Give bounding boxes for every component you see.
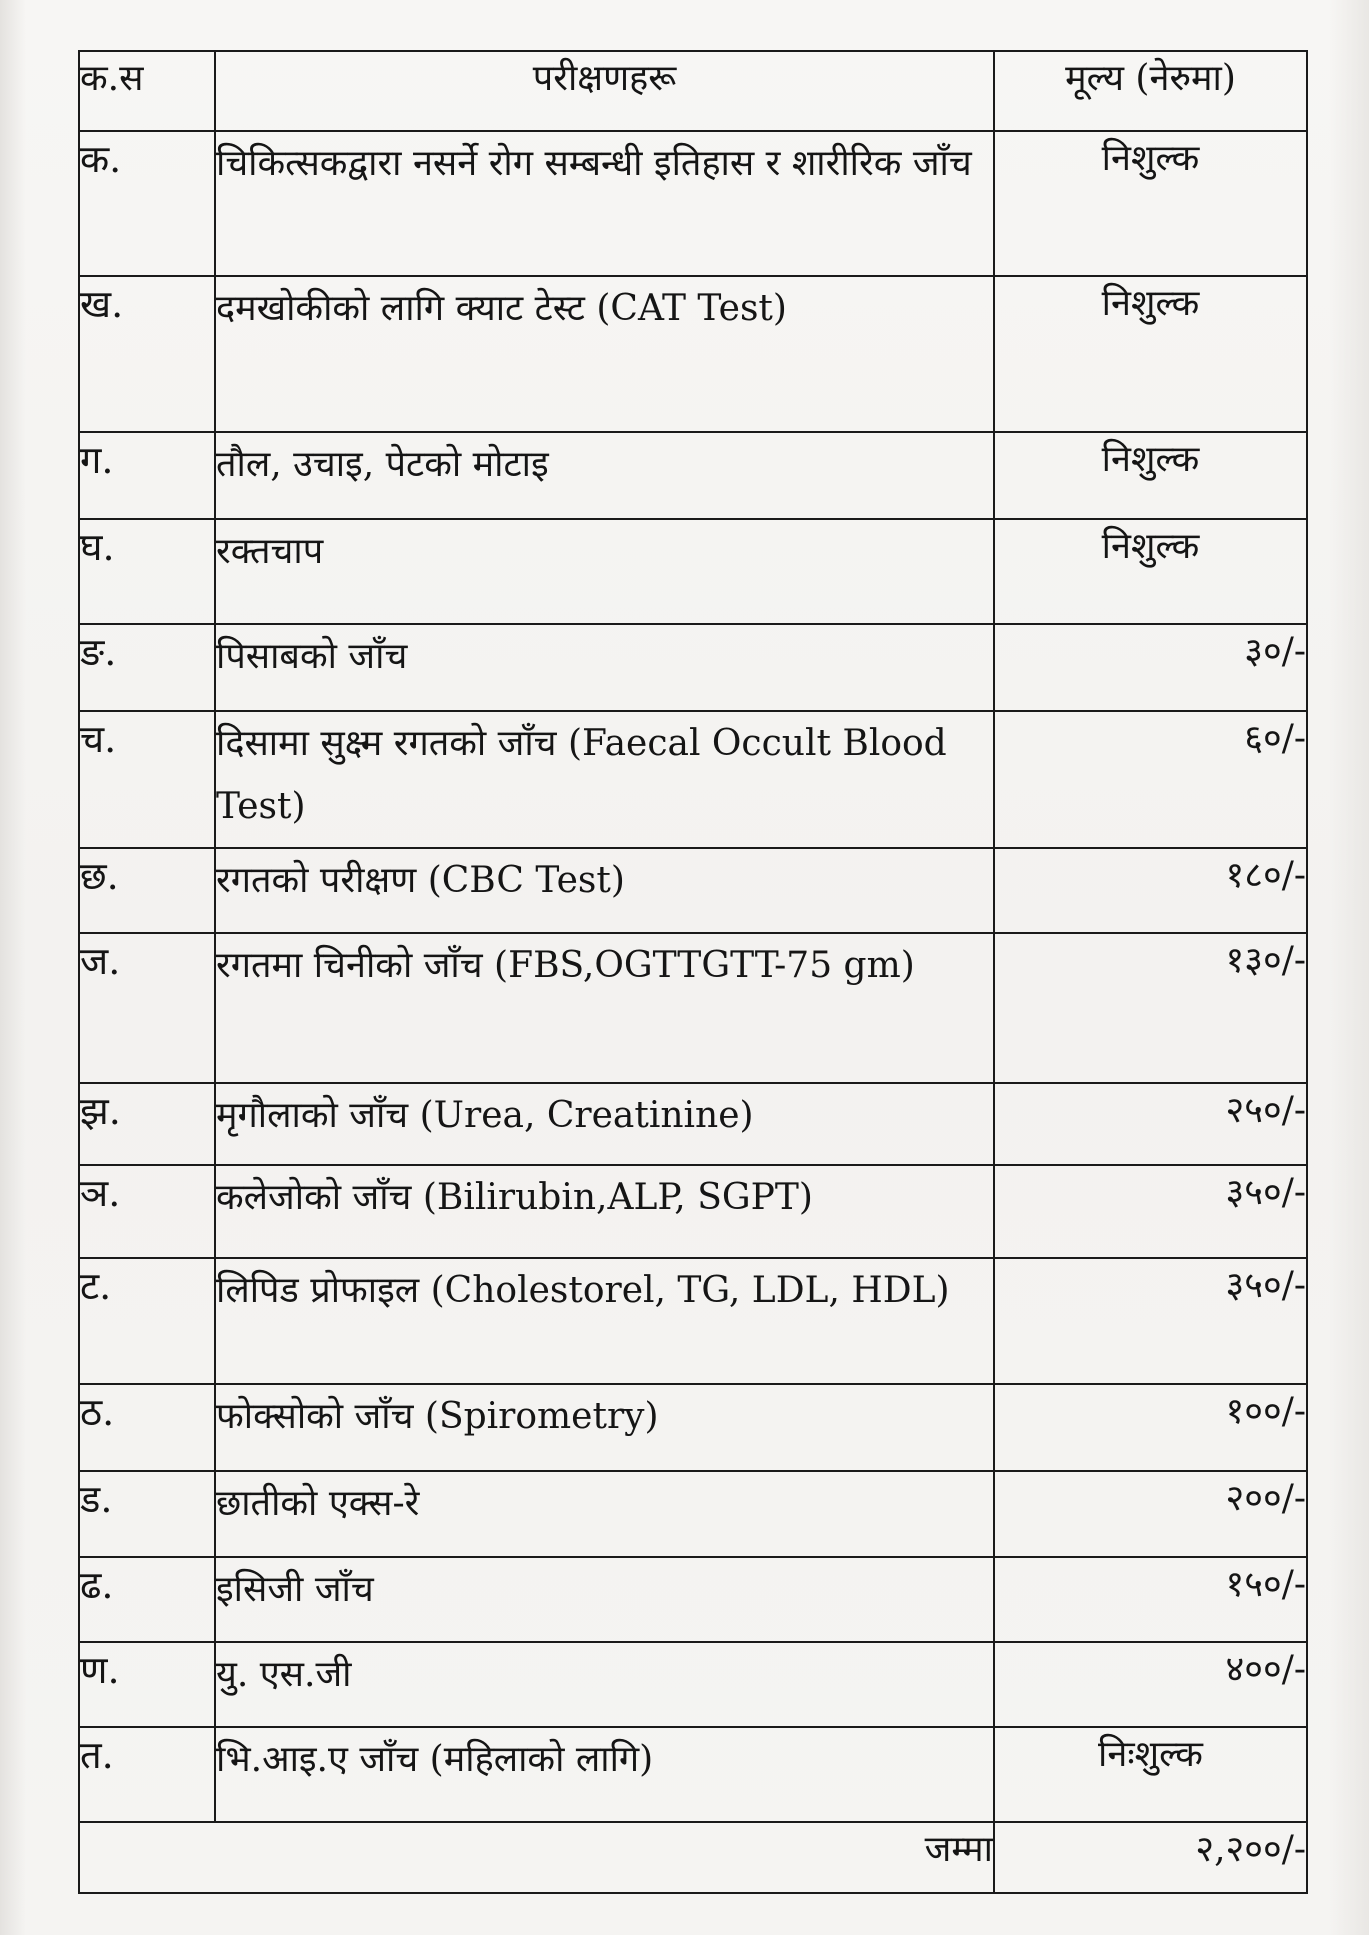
scan-edge-shadow-right bbox=[1329, 0, 1369, 1935]
row-price: ३५०/- bbox=[994, 1258, 1307, 1383]
table-row bbox=[79, 1165, 1307, 1258]
row-price: निशुल्क bbox=[994, 432, 1307, 519]
row-test-name: फोक्सोको जाँच (Spirometry) bbox=[215, 1384, 994, 1471]
row-test-name: मृगौलाको जाँच (Urea, Creatinine) bbox=[215, 1083, 994, 1166]
row-serial: क. bbox=[79, 131, 215, 276]
row-serial: झ. bbox=[79, 1083, 215, 1166]
row-price: १८०/- bbox=[994, 848, 1307, 933]
row-price: निशुल्क bbox=[994, 131, 1307, 276]
total-label: जम्मा bbox=[79, 1822, 994, 1893]
row-price: ३०/- bbox=[994, 624, 1307, 711]
row-serial: ख. bbox=[79, 276, 215, 432]
row-serial: च. bbox=[79, 711, 215, 848]
row-price: १३०/- bbox=[994, 933, 1307, 1083]
row-test-name: इसिजी जाँच bbox=[215, 1557, 994, 1642]
row-serial: ड. bbox=[79, 1471, 215, 1558]
table-row bbox=[79, 1727, 1307, 1822]
row-price: १००/- bbox=[994, 1384, 1307, 1471]
total-row bbox=[79, 1822, 1307, 1893]
row-test-name: पिसाबको जाँच bbox=[215, 624, 994, 711]
header-tests: परीक्षणहरू bbox=[215, 51, 994, 131]
table-row bbox=[79, 276, 1307, 432]
row-serial: ङ. bbox=[79, 624, 215, 711]
row-test-name: दमखोकीको लागि क्याट टेस्ट (CAT Test) bbox=[215, 276, 994, 432]
row-serial: ण. bbox=[79, 1642, 215, 1727]
row-test-name: तौल, उचाइ, पेटको मोटाइ bbox=[215, 432, 994, 519]
row-price: निशुल्क bbox=[994, 519, 1307, 624]
row-price: २००/- bbox=[994, 1471, 1307, 1558]
table-row bbox=[79, 848, 1307, 933]
row-serial: घ. bbox=[79, 519, 215, 624]
row-serial: ठ. bbox=[79, 1384, 215, 1471]
header-price: मूल्य (नेरुमा) bbox=[994, 51, 1307, 131]
row-price: ४००/- bbox=[994, 1642, 1307, 1727]
row-price: निशुल्क bbox=[994, 276, 1307, 432]
row-test-name: रक्तचाप bbox=[215, 519, 994, 624]
row-test-name: यु. एस.जी bbox=[215, 1642, 994, 1727]
row-price: १५०/- bbox=[994, 1557, 1307, 1642]
row-serial: ढ. bbox=[79, 1557, 215, 1642]
row-serial: ग. bbox=[79, 432, 215, 519]
table-row bbox=[79, 933, 1307, 1083]
table-row bbox=[79, 1471, 1307, 1558]
row-serial: ज. bbox=[79, 933, 215, 1083]
row-price: ६०/- bbox=[994, 711, 1307, 848]
row-test-name: दिसामा सुक्ष्म रगतको जाँच (Faecal Occult Blood Test) bbox=[215, 711, 994, 848]
row-test-name: भि.आइ.ए जाँच (महिलाको लागि) bbox=[215, 1727, 994, 1822]
row-price: निःशुल्क bbox=[994, 1727, 1307, 1822]
table-row bbox=[79, 624, 1307, 711]
row-test-name: कलेजोको जाँच (Bilirubin,ALP, SGPT) bbox=[215, 1165, 994, 1258]
row-test-name: छातीको एक्स-रे bbox=[215, 1471, 994, 1558]
row-serial: ञ. bbox=[79, 1165, 215, 1258]
table-row bbox=[79, 432, 1307, 519]
row-serial: ट. bbox=[79, 1258, 215, 1383]
row-test-name: चिकित्सकद्वारा नसर्ने रोग सम्बन्धी इतिहास र शारीरिक जाँच bbox=[215, 131, 994, 276]
table-row bbox=[79, 1557, 1307, 1642]
test-price-table bbox=[78, 50, 1308, 1894]
row-test-name: रगतमा चिनीको जाँच (FBS,OGTTGTT-75 gm) bbox=[215, 933, 994, 1083]
table-row bbox=[79, 519, 1307, 624]
table-row bbox=[79, 711, 1307, 848]
table-row bbox=[79, 1258, 1307, 1383]
row-price: २५०/- bbox=[994, 1083, 1307, 1166]
row-serial: त. bbox=[79, 1727, 215, 1822]
scan-edge-shadow-left bbox=[0, 0, 26, 1935]
row-serial: छ. bbox=[79, 848, 215, 933]
table-row bbox=[79, 1642, 1307, 1727]
row-test-name: लिपिड प्रोफाइल (Cholestorel, TG, LDL, HDL) bbox=[215, 1258, 994, 1383]
total-value: २,२००/- bbox=[994, 1822, 1307, 1893]
table-row bbox=[79, 1083, 1307, 1166]
header-serial-number: क.स bbox=[79, 51, 215, 131]
table-row bbox=[79, 131, 1307, 276]
table-row bbox=[79, 1384, 1307, 1471]
table-header-row bbox=[79, 51, 1307, 131]
row-test-name: रगतको परीक्षण (CBC Test) bbox=[215, 848, 994, 933]
row-price: ३५०/- bbox=[994, 1165, 1307, 1258]
